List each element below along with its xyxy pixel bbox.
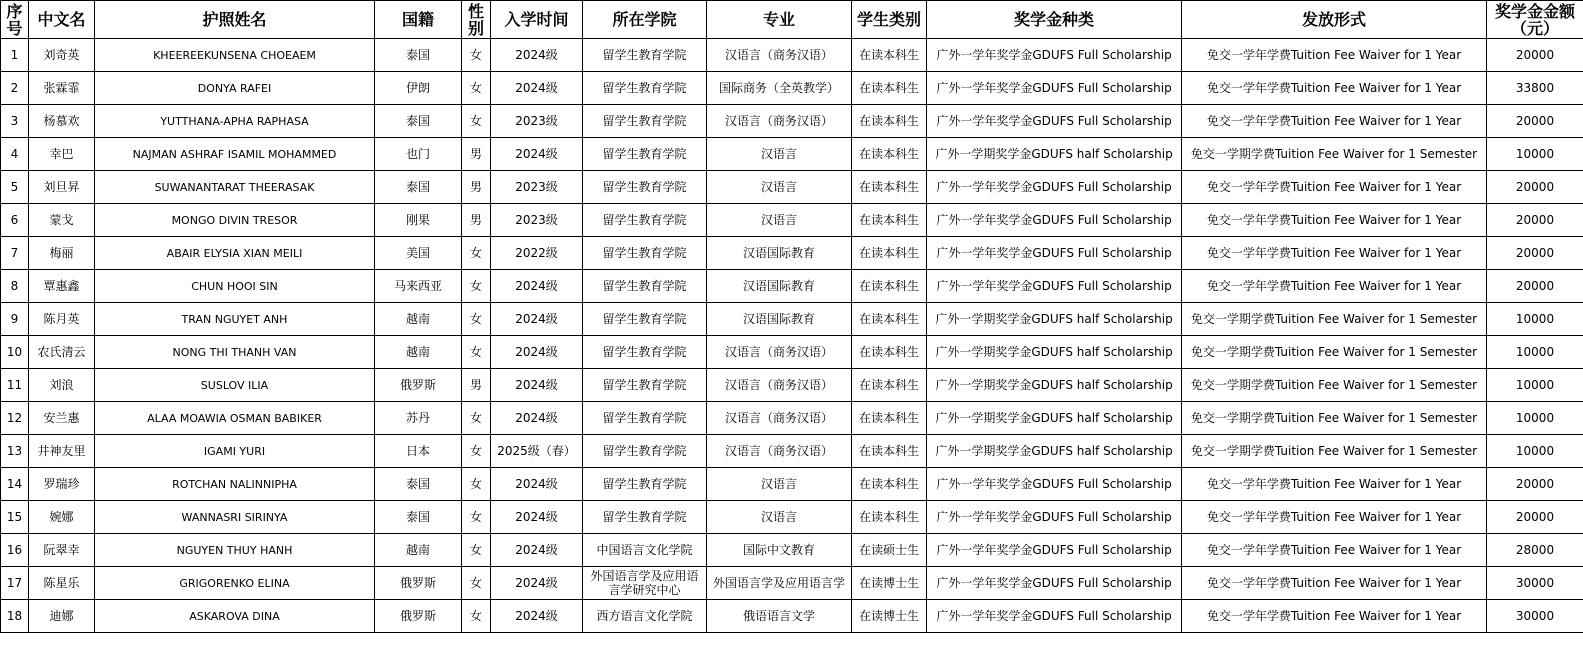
table-row [1,171,1583,204]
cell-payment-form: 免交一学年学费Tuition Fee Waiver for 1 Year [1182,237,1487,270]
cell-passport-name: ASKAROVA DINA [95,600,375,633]
cell-chinese-name: 刘奇英 [29,39,95,72]
header-gender: 性别 [462,1,491,39]
cell-enroll: 2023级 [491,105,583,138]
cell-school: 西方语言文化学院 [583,600,707,633]
cell-nationality: 泰国 [375,105,462,138]
cell-gender: 男 [462,171,491,204]
cell-index: 17 [1,567,29,600]
cell-nationality: 越南 [375,336,462,369]
cell-nationality: 泰国 [375,468,462,501]
cell-gender: 女 [462,336,491,369]
cell-chinese-name: 蒙戈 [29,204,95,237]
cell-amount: 20000 [1487,501,1583,534]
cell-passport-name: GRIGORENKO ELINA [95,567,375,600]
table-row [1,72,1583,105]
cell-scholarship-type: 广外一学年奖学金GDUFS Full Scholarship [927,501,1182,534]
cell-gender: 女 [462,534,491,567]
cell-chinese-name: 梅丽 [29,237,95,270]
cell-student-type: 在读本科生 [852,435,927,468]
cell-payment-form: 免交一学年学费Tuition Fee Waiver for 1 Year [1182,72,1487,105]
cell-payment-form: 免交一学年学费Tuition Fee Waiver for 1 Year [1182,468,1487,501]
cell-major: 汉语言（商务汉语） [707,369,852,402]
header-scholarship-type: 奖学金种类 [927,1,1182,39]
cell-student-type: 在读本科生 [852,303,927,336]
cell-school: 留学生教育学院 [583,39,707,72]
cell-amount: 20000 [1487,204,1583,237]
cell-scholarship-type: 广外一学年奖学金GDUFS Full Scholarship [927,171,1182,204]
cell-gender: 女 [462,39,491,72]
cell-school: 留学生教育学院 [583,336,707,369]
cell-enroll: 2022级 [491,237,583,270]
cell-index: 1 [1,39,29,72]
cell-chinese-name: 农氏清云 [29,336,95,369]
cell-amount: 20000 [1487,270,1583,303]
cell-amount: 10000 [1487,435,1583,468]
cell-enroll: 2024级 [491,369,583,402]
cell-passport-name: DONYA RAFEI [95,72,375,105]
cell-enroll: 2025级（春） [491,435,583,468]
table-row [1,369,1583,402]
cell-scholarship-type: 广外一学期奖学金GDUFS half Scholarship [927,138,1182,171]
cell-payment-form: 免交一学年学费Tuition Fee Waiver for 1 Year [1182,270,1487,303]
cell-passport-name: NAJMAN ASHRAF ISAMIL MOHAMMED [95,138,375,171]
cell-index: 18 [1,600,29,633]
table-row [1,435,1583,468]
cell-passport-name: ROTCHAN NALINNIPHA [95,468,375,501]
cell-major: 汉语言 [707,501,852,534]
cell-scholarship-type: 广外一学年奖学金GDUFS Full Scholarship [927,204,1182,237]
cell-payment-form: 免交一学年学费Tuition Fee Waiver for 1 Year [1182,204,1487,237]
cell-amount: 30000 [1487,600,1583,633]
cell-student-type: 在读本科生 [852,501,927,534]
cell-student-type: 在读硕士生 [852,534,927,567]
cell-enroll: 2024级 [491,336,583,369]
table-row [1,402,1583,435]
cell-passport-name: KHEEREEKUNSENA CHOEAEM [95,39,375,72]
cell-major: 汉语言（商务汉语） [707,402,852,435]
cell-chinese-name: 迪娜 [29,600,95,633]
cell-student-type: 在读本科生 [852,138,927,171]
header-major: 专业 [707,1,852,39]
cell-index: 16 [1,534,29,567]
cell-amount: 30000 [1487,567,1583,600]
cell-passport-name: TRAN NGUYET ANH [95,303,375,336]
cell-index: 4 [1,138,29,171]
cell-passport-name: SUWANANTARAT THEERASAK [95,171,375,204]
header-payment-form: 发放形式 [1182,1,1487,39]
header-student-type: 学生类别 [852,1,927,39]
cell-student-type: 在读本科生 [852,336,927,369]
cell-chinese-name: 张霖霏 [29,72,95,105]
table-row [1,468,1583,501]
cell-scholarship-type: 广外一学年奖学金GDUFS Full Scholarship [927,567,1182,600]
cell-index: 6 [1,204,29,237]
cell-payment-form: 免交一学期学费Tuition Fee Waiver for 1 Semester [1182,138,1487,171]
cell-enroll: 2024级 [491,303,583,336]
cell-scholarship-type: 广外一学年奖学金GDUFS Full Scholarship [927,72,1182,105]
header-amount: 奖学金金额（元） [1487,1,1583,39]
cell-major: 汉语言 [707,468,852,501]
cell-school: 留学生教育学院 [583,435,707,468]
cell-scholarship-type: 广外一学期奖学金GDUFS half Scholarship [927,336,1182,369]
cell-amount: 20000 [1487,468,1583,501]
cell-nationality: 美国 [375,237,462,270]
cell-scholarship-type: 广外一学年奖学金GDUFS Full Scholarship [927,270,1182,303]
cell-nationality: 越南 [375,303,462,336]
cell-gender: 女 [462,435,491,468]
cell-chinese-name: 幸巴 [29,138,95,171]
cell-chinese-name: 婉娜 [29,501,95,534]
cell-major: 汉语国际教育 [707,303,852,336]
cell-school: 留学生教育学院 [583,72,707,105]
table-row [1,138,1583,171]
cell-enroll: 2024级 [491,567,583,600]
cell-payment-form: 免交一学年学费Tuition Fee Waiver for 1 Year [1182,567,1487,600]
cell-passport-name: ABAIR ELYSIA XIAN MEILI [95,237,375,270]
cell-chinese-name: 陈月英 [29,303,95,336]
cell-passport-name: MONGO DIVIN TRESOR [95,204,375,237]
cell-passport-name: NGUYEN THUY HANH [95,534,375,567]
cell-student-type: 在读本科生 [852,39,927,72]
cell-student-type: 在读博士生 [852,600,927,633]
cell-gender: 男 [462,369,491,402]
table-row [1,501,1583,534]
cell-school: 留学生教育学院 [583,468,707,501]
cell-school: 留学生教育学院 [583,138,707,171]
header-index: 序号 [1,1,29,39]
cell-scholarship-type: 广外一学期奖学金GDUFS half Scholarship [927,369,1182,402]
cell-index: 7 [1,237,29,270]
cell-passport-name: ALAA MOAWIA OSMAN BABIKER [95,402,375,435]
cell-index: 3 [1,105,29,138]
cell-school: 留学生教育学院 [583,270,707,303]
cell-nationality: 俄罗斯 [375,369,462,402]
cell-student-type: 在读本科生 [852,402,927,435]
cell-school: 外国语言学及应用语言学研究中心 [583,567,707,600]
cell-enroll: 2024级 [491,270,583,303]
cell-payment-form: 免交一学期学费Tuition Fee Waiver for 1 Semester [1182,402,1487,435]
cell-nationality: 越南 [375,534,462,567]
table-row [1,237,1583,270]
cell-payment-form: 免交一学年学费Tuition Fee Waiver for 1 Year [1182,105,1487,138]
cell-index: 8 [1,270,29,303]
cell-scholarship-type: 广外一学年奖学金GDUFS Full Scholarship [927,600,1182,633]
header-school: 所在学院 [583,1,707,39]
cell-enroll: 2024级 [491,138,583,171]
table-row [1,270,1583,303]
cell-student-type: 在读本科生 [852,270,927,303]
cell-payment-form: 免交一学年学费Tuition Fee Waiver for 1 Year [1182,39,1487,72]
cell-index: 2 [1,72,29,105]
cell-index: 12 [1,402,29,435]
cell-amount: 28000 [1487,534,1583,567]
cell-school: 留学生教育学院 [583,369,707,402]
cell-nationality: 日本 [375,435,462,468]
cell-payment-form: 免交一学期学费Tuition Fee Waiver for 1 Semester [1182,369,1487,402]
table-row [1,534,1583,567]
cell-major: 汉语国际教育 [707,237,852,270]
cell-student-type: 在读本科生 [852,468,927,501]
cell-nationality: 俄罗斯 [375,567,462,600]
cell-scholarship-type: 广外一学年奖学金GDUFS Full Scholarship [927,39,1182,72]
cell-gender: 女 [462,72,491,105]
cell-gender: 女 [462,303,491,336]
cell-nationality: 泰国 [375,39,462,72]
cell-major: 汉语言 [707,138,852,171]
cell-student-type: 在读本科生 [852,369,927,402]
table-row [1,600,1583,633]
cell-passport-name: NONG THI THANH VAN [95,336,375,369]
cell-major: 汉语言（商务汉语） [707,39,852,72]
table-row [1,336,1583,369]
cell-major: 汉语言 [707,204,852,237]
cell-gender: 女 [462,402,491,435]
cell-nationality: 俄罗斯 [375,600,462,633]
cell-nationality: 苏丹 [375,402,462,435]
cell-student-type: 在读博士生 [852,567,927,600]
cell-enroll: 2024级 [491,600,583,633]
cell-scholarship-type: 广外一学期奖学金GDUFS half Scholarship [927,402,1182,435]
cell-chinese-name: 覃惠鑫 [29,270,95,303]
cell-index: 5 [1,171,29,204]
cell-chinese-name: 安兰惠 [29,402,95,435]
cell-payment-form: 免交一学年学费Tuition Fee Waiver for 1 Year [1182,501,1487,534]
cell-chinese-name: 阮翠幸 [29,534,95,567]
cell-gender: 女 [462,237,491,270]
cell-index: 15 [1,501,29,534]
cell-major: 国际商务（全英教学） [707,72,852,105]
cell-scholarship-type: 广外一学期奖学金GDUFS half Scholarship [927,435,1182,468]
cell-enroll: 2024级 [491,468,583,501]
cell-gender: 女 [462,105,491,138]
cell-major: 国际中文教育 [707,534,852,567]
table-body [1,39,1583,633]
cell-major: 汉语言 [707,171,852,204]
cell-enroll: 2023级 [491,171,583,204]
cell-gender: 女 [462,600,491,633]
cell-payment-form: 免交一学年学费Tuition Fee Waiver for 1 Year [1182,171,1487,204]
cell-passport-name: CHUN HOOI SIN [95,270,375,303]
cell-enroll: 2024级 [491,72,583,105]
cell-index: 9 [1,303,29,336]
cell-student-type: 在读本科生 [852,72,927,105]
cell-gender: 女 [462,468,491,501]
cell-school: 留学生教育学院 [583,237,707,270]
cell-amount: 20000 [1487,105,1583,138]
cell-major: 俄语语言文学 [707,600,852,633]
cell-gender: 女 [462,501,491,534]
cell-school: 留学生教育学院 [583,402,707,435]
cell-student-type: 在读本科生 [852,171,927,204]
cell-nationality: 也门 [375,138,462,171]
cell-amount: 10000 [1487,138,1583,171]
cell-chinese-name: 刘浪 [29,369,95,402]
cell-index: 13 [1,435,29,468]
cell-payment-form: 免交一学期学费Tuition Fee Waiver for 1 Semester [1182,336,1487,369]
cell-scholarship-type: 广外一学年奖学金GDUFS Full Scholarship [927,534,1182,567]
cell-index: 14 [1,468,29,501]
header-enroll: 入学时间 [491,1,583,39]
header-nationality: 国籍 [375,1,462,39]
cell-enroll: 2024级 [491,402,583,435]
cell-school: 留学生教育学院 [583,303,707,336]
cell-amount: 20000 [1487,237,1583,270]
cell-amount: 20000 [1487,171,1583,204]
cell-amount: 10000 [1487,303,1583,336]
cell-major: 汉语国际教育 [707,270,852,303]
cell-enroll: 2024级 [491,501,583,534]
header-chinese-name: 中文名 [29,1,95,39]
cell-scholarship-type: 广外一学年奖学金GDUFS Full Scholarship [927,237,1182,270]
table-row [1,105,1583,138]
cell-index: 11 [1,369,29,402]
cell-chinese-name: 刘旦昇 [29,171,95,204]
cell-enroll: 2023级 [491,204,583,237]
cell-nationality: 泰国 [375,501,462,534]
cell-nationality: 马来西亚 [375,270,462,303]
cell-nationality: 伊朗 [375,72,462,105]
cell-payment-form: 免交一学期学费Tuition Fee Waiver for 1 Semester [1182,435,1487,468]
cell-school: 留学生教育学院 [583,171,707,204]
cell-student-type: 在读本科生 [852,105,927,138]
header-passport-name: 护照姓名 [95,1,375,39]
cell-major: 外国语言学及应用语言学 [707,567,852,600]
cell-scholarship-type: 广外一学年奖学金GDUFS Full Scholarship [927,468,1182,501]
table-row [1,567,1583,600]
cell-amount: 33800 [1487,72,1583,105]
cell-index: 10 [1,336,29,369]
cell-passport-name: YUTTHANA-APHA RAPHASA [95,105,375,138]
cell-scholarship-type: 广外一学期奖学金GDUFS half Scholarship [927,303,1182,336]
cell-school: 留学生教育学院 [583,105,707,138]
cell-school: 留学生教育学院 [583,501,707,534]
cell-enroll: 2024级 [491,534,583,567]
cell-amount: 20000 [1487,39,1583,72]
cell-nationality: 泰国 [375,171,462,204]
cell-payment-form: 免交一学期学费Tuition Fee Waiver for 1 Semester [1182,303,1487,336]
cell-payment-form: 免交一学年学费Tuition Fee Waiver for 1 Year [1182,534,1487,567]
cell-passport-name: WANNASRI SIRINYA [95,501,375,534]
cell-school: 留学生教育学院 [583,204,707,237]
cell-amount: 10000 [1487,336,1583,369]
table-row [1,39,1583,72]
header-row [1,1,1583,39]
cell-nationality: 刚果 [375,204,462,237]
cell-chinese-name: 杨慕欢 [29,105,95,138]
cell-passport-name: SUSLOV ILIA [95,369,375,402]
cell-chinese-name: 罗瑞珍 [29,468,95,501]
cell-scholarship-type: 广外一学年奖学金GDUFS Full Scholarship [927,105,1182,138]
cell-passport-name: IGAMI YURI [95,435,375,468]
cell-gender: 女 [462,270,491,303]
cell-major: 汉语言（商务汉语） [707,105,852,138]
cell-major: 汉语言（商务汉语） [707,435,852,468]
cell-chinese-name: 井神友里 [29,435,95,468]
cell-chinese-name: 陈星乐 [29,567,95,600]
table-row [1,204,1583,237]
cell-gender: 女 [462,567,491,600]
cell-student-type: 在读本科生 [852,204,927,237]
cell-amount: 10000 [1487,369,1583,402]
cell-payment-form: 免交一学年学费Tuition Fee Waiver for 1 Year [1182,600,1487,633]
cell-major: 汉语言（商务汉语） [707,336,852,369]
cell-student-type: 在读本科生 [852,237,927,270]
cell-gender: 男 [462,204,491,237]
table-row [1,303,1583,336]
cell-enroll: 2024级 [491,39,583,72]
cell-school: 中国语言文化学院 [583,534,707,567]
cell-amount: 10000 [1487,402,1583,435]
cell-gender: 男 [462,138,491,171]
